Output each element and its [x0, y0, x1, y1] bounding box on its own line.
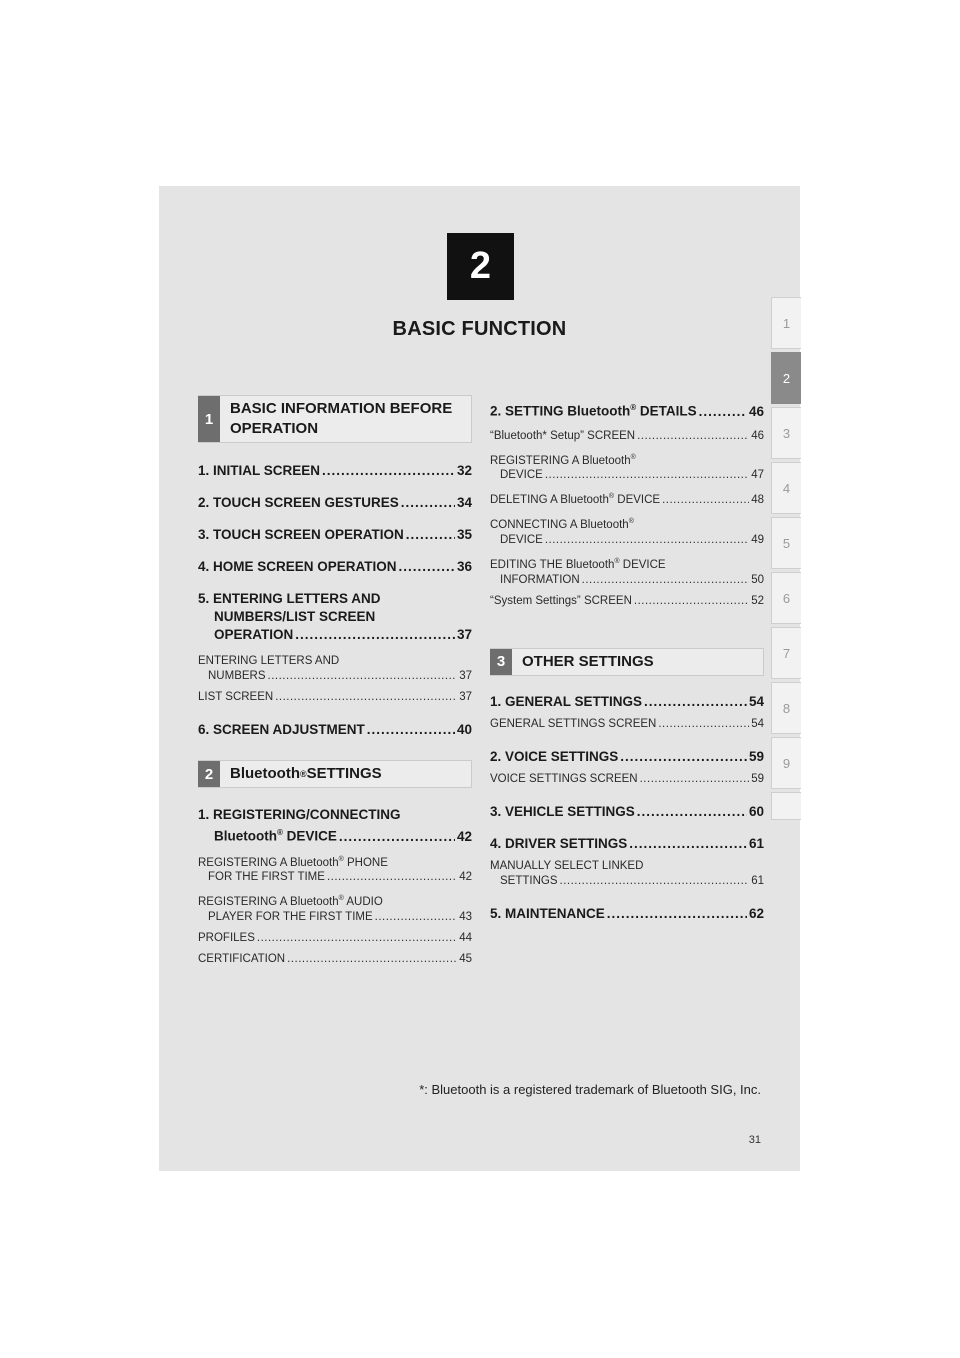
toc-sub-deleting-device[interactable]: DELETING A Bluetooth® DEVICE ..... 48: [490, 489, 764, 508]
toc-entry-text: 2. TOUCH SCREEN GESTURES: [198, 495, 399, 510]
toc-entry-text: 6. SCREEN ADJUSTMENT: [198, 722, 365, 737]
trademark-footnote: *: Bluetooth is a registered trademark of Bluetooth SIG, Inc.: [419, 1082, 761, 1097]
section-1-title: [220, 396, 462, 442]
toc-sub-registering-device[interactable]: REGISTERING A Bluetooth® DEVICE ..... 47: [490, 450, 764, 484]
toc-entry-vehicle-settings[interactable]: 3. VEHICLE SETTINGS ..... 60: [490, 803, 764, 821]
toc-sub-registering-phone[interactable]: REGISTERING A Bluetooth® PHONE FOR THE FIRST TIME ..... 42: [198, 852, 472, 886]
toc-sub-certification[interactable]: CERTIFICATION ..... 45: [198, 952, 472, 967]
toc-entry-general-settings[interactable]: 1. GENERAL SETTINGS ..... 54: [490, 693, 764, 711]
toc-entry-text: 1. INITIAL SCREEN: [198, 463, 321, 478]
toc-entry-page: 32: [456, 463, 472, 478]
toc-right-column: [490, 395, 764, 923]
toc-entry-text: NUMBERS/LIST SCREEN: [214, 609, 376, 624]
toc-entry-text: 4. HOME SCREEN OPERATION: [198, 559, 397, 574]
chapter-title: BASIC FUNCTION: [392, 318, 567, 340]
chapter-tab-7[interactable]: 7: [771, 627, 801, 679]
chapter-number-badge: 2: [447, 233, 514, 300]
toc-entry-page: 36: [456, 559, 472, 574]
chapter-tab-1[interactable]: 1: [771, 297, 801, 349]
toc-entry-entering-letters[interactable]: [198, 590, 472, 644]
toc-sub-entering-letters-numbers[interactable]: ENTERING LETTERS AND NUMBERS ..... 37: [198, 654, 472, 684]
toc-sub-general-settings-screen[interactable]: GENERAL SETTINGS SCREEN ..... 54: [490, 717, 764, 732]
toc-sub-profiles[interactable]: PROFILES ..... 44: [198, 931, 472, 946]
toc-sub-registering-audio[interactable]: REGISTERING A Bluetooth® AUDIO PLAYER FOR THE FIRST TIME ..... 43: [198, 891, 472, 925]
toc-entry-touch-gestures[interactable]: [198, 494, 472, 512]
toc-left-column: [198, 395, 472, 967]
toc-sub-editing-device-info[interactable]: EDITING THE Bluetooth® DEVICE INFORMATION ..... 50: [490, 554, 764, 588]
toc-sub-system-settings-screen[interactable]: “System Settings” SCREEN ..... 52: [490, 594, 764, 609]
chapter-tab-6[interactable]: 6: [771, 572, 801, 624]
toc-entry-voice-settings[interactable]: 2. VOICE SETTINGS ..... 59: [490, 748, 764, 766]
toc-entry-text: 5. ENTERING LETTERS AND: [198, 591, 381, 606]
section-2-title: Bluetooth ® SETTINGS: [230, 765, 382, 782]
toc-entry-text: OPERATION: [214, 627, 294, 642]
section-1-title-line2: OPERATION: [230, 420, 319, 437]
chapter-tab-9[interactable]: 9: [771, 737, 801, 789]
section-1-number: 1: [198, 396, 220, 442]
section-3-title: OTHER SETTINGS: [522, 652, 654, 670]
section-2-number: 2: [198, 761, 220, 787]
toc-entry-maintenance[interactable]: 5. MAINTENANCE ..... 62: [490, 905, 764, 923]
page-number: 31: [748, 1134, 761, 1146]
toc-sub-voice-settings-screen[interactable]: VOICE SETTINGS SCREEN ..... 59: [490, 772, 764, 787]
chapter-tab-2[interactable]: 2: [771, 352, 801, 404]
section-1-title-line1: BASIC INFORMATION BEFORE: [230, 400, 453, 417]
section-3-number: 3: [490, 649, 512, 675]
toc-entry-registering-connecting[interactable]: 1. REGISTERING/CONNECTING Bluetooth® DEVICE ..... 42: [198, 806, 472, 846]
toc-entry-screen-adjustment[interactable]: [198, 721, 472, 739]
toc-entry-driver-settings[interactable]: 4. DRIVER SETTINGS ..... 61: [490, 835, 764, 853]
toc-sub-list-screen[interactable]: LIST SCREEN ..... 37: [198, 690, 472, 705]
toc-sub-manually-select-linked[interactable]: MANUALLY SELECT LINKED SETTINGS ..... 61: [490, 859, 764, 889]
chapter-tab-8[interactable]: 8: [771, 682, 801, 734]
chapter-tabs: [771, 297, 801, 823]
toc-entry-page: 37: [456, 627, 472, 642]
chapter-tab-blank: [771, 792, 801, 820]
toc-entry-home-screen[interactable]: [198, 558, 472, 576]
toc-sub-bluetooth-setup-screen[interactable]: “Bluetooth* Setup” SCREEN ..... 46: [490, 429, 764, 444]
toc-entry-text: 3. TOUCH SCREEN OPERATION: [198, 527, 404, 542]
toc-entry-page: 34: [456, 495, 472, 510]
toc-sub-connecting-device[interactable]: CONNECTING A Bluetooth® DEVICE ..... 49: [490, 514, 764, 548]
chapter-tab-5[interactable]: 5: [771, 517, 801, 569]
section-2-header: [198, 760, 472, 788]
chapter-tab-4[interactable]: 4: [771, 462, 801, 514]
toc-entry-setting-bluetooth-details[interactable]: 2. SETTING Bluetooth® DETAILS ..... 46: [490, 399, 764, 421]
toc-entry-touch-operation[interactable]: [198, 526, 472, 544]
toc-entry-page: 40: [456, 722, 472, 737]
toc-entry-page: 35: [456, 527, 472, 542]
section-1-header: [198, 395, 472, 443]
chapter-tab-3[interactable]: 3: [771, 407, 801, 459]
toc-entry-initial-screen[interactable]: [198, 462, 472, 480]
section-3-header: [490, 648, 764, 676]
